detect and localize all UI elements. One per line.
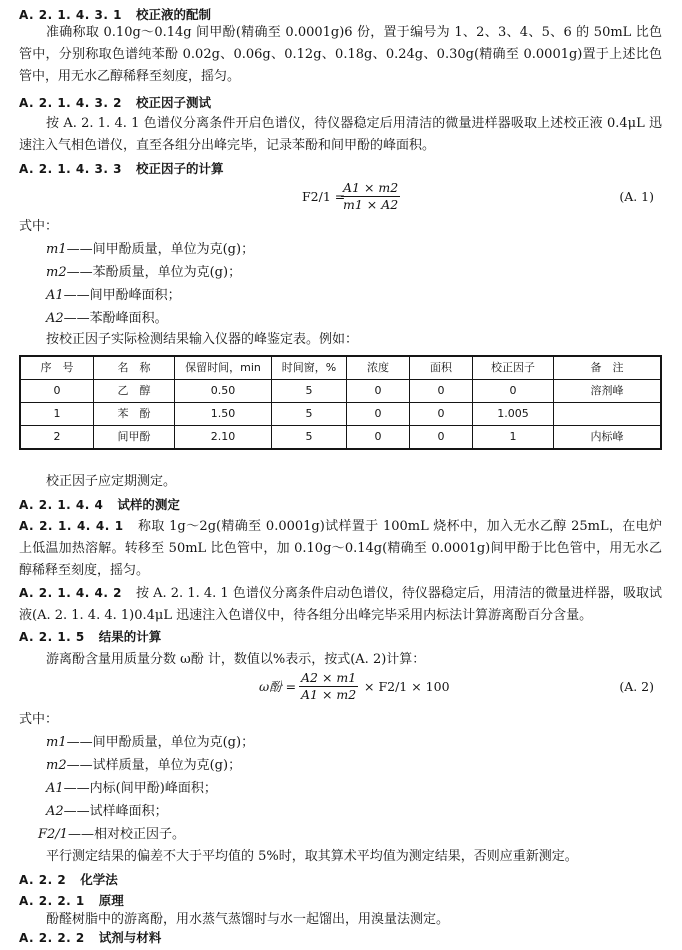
table-cell: 0 [410,380,473,403]
table-cell: 0 [347,426,410,450]
table-cell: 1.005 [473,403,554,426]
definition-item: F2/1——相对校正因子。 [38,827,185,842]
formula-fraction [299,670,358,703]
table-cell: 乙 醇 [94,380,175,403]
formula-lhs: F2/1 = [302,189,346,204]
definition-item: A1——内标(间甲酚)峰面积； [46,781,217,796]
table-cell: 0 [410,403,473,426]
peak-identification-table [19,355,662,450]
formula-lhs: ω酚 = [259,679,297,694]
table-row [20,426,661,450]
where-label: 式中： [19,219,59,234]
formula-numerator: A2 × m1 [301,670,357,685]
table-cell: 1 [20,403,94,426]
formula-a2 [19,670,662,706]
table-cell: 0 [410,426,473,450]
column-header: 保留时间，min [175,356,272,380]
table-cell: 0 [20,380,94,403]
section-heading-a222: A. 2. 2. 2 试剂与材料 [19,930,162,945]
table-row [20,380,661,403]
equation-number: (A. 1) [619,189,654,204]
column-header: 浓度 [347,356,410,380]
column-header: 备 注 [554,356,662,380]
table-cell [554,403,662,426]
formula-rhs: × F2/1 × 100 [364,679,450,694]
definition-item: A2——试样峰面积； [46,804,168,819]
definition-item: m2——苯酚质量，单位为克(g)； [46,265,242,280]
section-heading-a2144: A. 2. 1. 4. 4 试样的测定 [19,497,180,512]
paragraph-principle: 酚醛树脂中的游离酚，用水蒸气蒸馏时与水一起馏出，用溴量法测定。 [46,912,450,927]
paragraph-sample-injection: A. 2. 1. 4. 4. 2 按 A. 2. 1. 4. 1 色谱仪分离条件启动色谱仪，待仪器稳定后，用清洁的微量进样器，吸取试液(A. 2. 1. 4. 4. 1)0.4μL 迅速注入色谱仪中，待各组分出峰完毕采用内标法计算游离酚百分含量。 [19,586,662,623]
section-heading-a221: A. 2. 2. 1 原理 [19,893,124,908]
definition-item: m1——间甲酚质量，单位为克(g)； [46,242,255,257]
table-cell: 1.50 [175,403,272,426]
section-heading-a215: A. 2. 1. 5 结果的计算 [19,629,162,644]
definition-item: A1——间甲酚峰面积； [46,288,181,303]
column-header: 校正因子 [473,356,554,380]
paragraph-parallel-deviation: 平行测定结果的偏差不大于平均值的 5%时，取其算术平均值为测定结果，否则应重新测定。 [46,849,578,864]
column-header: 面积 [410,356,473,380]
table-cell: 间甲酚 [94,426,175,450]
definition-item: m1——间甲酚质量，单位为克(g)； [46,735,255,750]
formula-denominator: A1 × m2 [301,687,357,702]
table-header-row [20,356,661,380]
table-cell: 5 [272,426,347,450]
equation-number: (A. 2) [619,679,654,694]
definition-item: m2——试样质量，单位为克(g)； [46,758,242,773]
section-heading-a21431: A. 2. 1. 4. 3. 1 校正液的配制 [19,7,211,22]
table-cell: 2 [20,426,94,450]
table-cell: 0 [473,380,554,403]
section-heading-a21433: A. 2. 1. 4. 3. 3 校正因子的计算 [19,161,224,176]
formula-a1 [19,180,662,216]
table-row [20,403,661,426]
table-cell: 0.50 [175,380,272,403]
table-cell: 0 [347,380,410,403]
table-cell: 5 [272,380,347,403]
column-header: 序 号 [20,356,94,380]
section-heading-a21432: A. 2. 1. 4. 3. 2 校正因子测试 [19,95,211,110]
table-cell: 溶剂峰 [554,380,662,403]
table-cell: 1 [473,426,554,450]
paragraph-peak-table-intro: 按校正因子实际检测结果输入仪器的峰鉴定表。例如： [46,332,359,347]
paragraph-sample-weighing: A. 2. 1. 4. 4. 1 称取 1g～2g(精确至 0.0001g)试样置于 100mL 烧杯中，加入无水乙醇 25mL，在电炉上低温加热溶解。转移至 50mL 比色管中，加 0.10g～0.14g(精确至 0.0001g)间甲酚于比色管中，用无水乙醇稀释至刻度，摇匀。 [19,519,662,578]
paragraph-calibration-prep: 准确称取 0.10g～0.14g 间甲酚(精确至 0.0001g)6 份，置于编号为 1、2、3、4、5、6 的 50mL 比色管中，分别称取色谱纯苯酚 0.02g、0.06g、0.12g、0.18g、0.24g、0.30g(精确至 0.0001g)置于上述比色管中，用无水乙醇稀释至刻度，摇匀。 [19,25,662,84]
definition-item: A2——苯酚峰面积。 [46,311,168,326]
where-label: 式中： [19,712,59,727]
paragraph-periodic-check: 校正因子应定期测定。 [46,474,177,489]
formula-numerator: A1 × m2 [343,180,399,195]
table-cell: 2.10 [175,426,272,450]
table-cell: 0 [347,403,410,426]
formula-fraction [341,180,400,213]
formula-denominator: m1 × A2 [343,197,399,212]
column-header: 时间窗，% [272,356,347,380]
column-header: 名 称 [94,356,175,380]
paragraph-calibration-test: 按 A. 2. 1. 4. 1 色谱仪分离条件开启色谱仪，待仪器稳定后用清洁的微量进样器吸取上述校正液 0.4μL 迅速注入气相色谱仪，直至各组分出峰完毕，记录苯酚和间甲酚的峰面积。 [19,116,662,153]
table-cell: 内标峰 [554,426,662,450]
paragraph-result-calc: 游离酚含量用质量分数 ω酚 计，数值以%表示，按式(A. 2)计算： [46,652,426,667]
section-heading-a22: A. 2. 2 化学法 [19,872,118,887]
table-cell: 苯 酚 [94,403,175,426]
table-cell: 5 [272,403,347,426]
